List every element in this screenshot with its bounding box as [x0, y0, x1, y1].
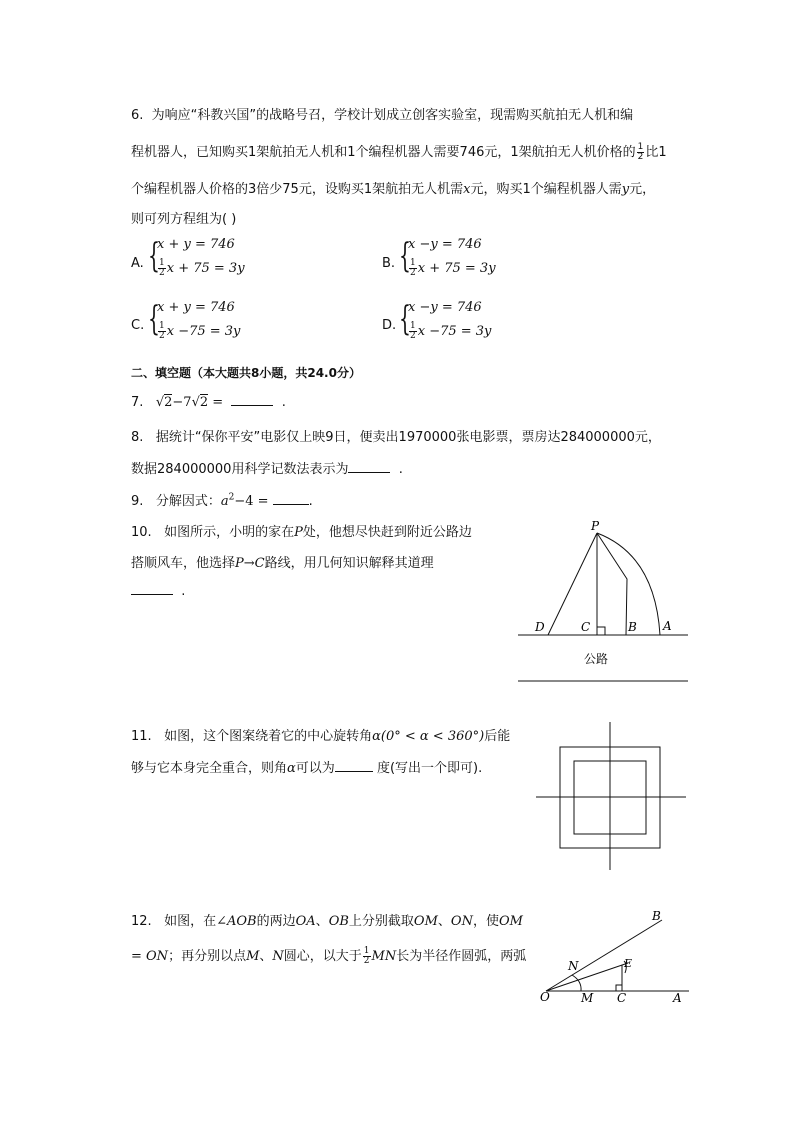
sqrt-icon: √: [191, 395, 200, 410]
label-c: C: [617, 991, 627, 1005]
ray-ob: [546, 920, 662, 991]
q6-text-line4: 则可列方程组为( ): [131, 212, 237, 227]
q12-fraction: [363, 947, 371, 966]
q7-end: .: [281, 395, 286, 410]
q12-angle-aob: ∠AOB: [216, 914, 257, 929]
q12-number: 12.: [131, 914, 152, 929]
q6-var-x: x: [463, 182, 471, 197]
q6-frac-num: 1: [637, 142, 644, 152]
q12-text-2b: 、: [259, 949, 273, 964]
path-pb: [597, 533, 627, 635]
q11-angle-range: α(0° < α < 360°): [372, 729, 485, 744]
q12-on: ON: [450, 914, 473, 929]
q6-line3: [131, 178, 655, 197]
q6-line4: [131, 208, 236, 227]
q6-text-line3b: 元，购买1个编程机器人需: [470, 182, 622, 197]
option-b-frac: [409, 259, 417, 278]
q12-point-m: M: [246, 949, 260, 964]
q7-minus: −7: [172, 395, 192, 410]
q8-text-line1: 据统计“保你平安”电影仅上映9日，便卖出1970000张电影票，票房达284000000元，: [155, 430, 661, 445]
q11-figure: [530, 718, 690, 874]
label-o: O: [540, 990, 550, 1004]
q7-number: 7.: [131, 395, 144, 410]
option-a-eq1: x + y = 746: [157, 237, 235, 252]
option-b-frac-den: 2: [410, 268, 416, 278]
q12-mn: MN: [371, 949, 397, 964]
q10-var-p: P: [294, 525, 303, 540]
q12-ob: OB: [328, 914, 349, 929]
q10-end: .: [181, 584, 186, 599]
q6-text-line1: 为响应“科教兴国”的战略号召，学校计划成立创客实验室，现需购买航拍无人机和编: [151, 108, 634, 123]
q12-text-1b: 的两边: [256, 914, 296, 929]
option-c-eq1: x + y = 746: [157, 300, 235, 315]
option-c-frac-den: 2: [159, 331, 165, 341]
q12-text-2c: 圆心，以大于: [283, 949, 362, 964]
q10-figure: [510, 515, 700, 690]
q8-text-line2: 数据284000000用科学记数法表示为: [131, 462, 349, 477]
q11-text-line2a: 够与它本身完全重合，则角: [131, 761, 288, 776]
q10-line2: [131, 552, 434, 571]
q11-number: 11.: [131, 729, 152, 744]
option-a-eq2-wrap: [157, 259, 245, 278]
arc-mn: [572, 975, 581, 991]
label-n: N: [568, 959, 579, 973]
q10-text-line2b: 路线，用几何知识解释其道理: [264, 556, 434, 571]
q6-line1: [131, 104, 633, 123]
sqrt-icon: √: [155, 395, 165, 410]
q7-equals: =: [208, 395, 228, 410]
q6-line2: [131, 141, 667, 162]
right-angle-mark: [597, 627, 605, 635]
q8-number: 8.: [131, 430, 144, 445]
q9-text: 分解因式：: [155, 494, 221, 509]
label-m: M: [581, 991, 594, 1005]
q11-text-line1b: 后能: [484, 729, 511, 744]
q6-text-line2b: 比1: [645, 145, 667, 160]
option-b-eq2: x + 75 = 3y: [417, 261, 496, 276]
q12-oa: OA: [295, 914, 316, 929]
road-label: 公路: [584, 652, 609, 666]
q10-var-pc: P→C: [235, 556, 265, 571]
option-d-label: D.: [382, 318, 397, 333]
q6-var-y: y: [621, 182, 630, 197]
option-a-label: A.: [131, 256, 144, 271]
q11-text-line1a: 如图，这个图案绕着它的中心旋转角: [164, 729, 373, 744]
option-a-eq2: x + 75 = 3y: [166, 261, 245, 276]
q10-text-line2a: 搭顺风车，他选择: [131, 556, 236, 571]
q12-point-n: N: [272, 949, 284, 964]
option-b-eq1: x −y = 746: [408, 237, 482, 252]
q6-text-line3a: 个编程机器人价格的3倍少75元，设购买1架航拍无人机需: [131, 182, 464, 197]
section-title: 二、填空题（本大题共8小题，共24.0分）: [131, 366, 361, 380]
q6-text-line2a: 程机器人，已知购买1架航拍无人机和1个编程机器人需要746元，1架航拍无人机价格的: [131, 145, 636, 160]
option-d-frac: [409, 322, 417, 341]
q12-text-1a: 如图，在: [164, 914, 217, 929]
label-p: P: [591, 519, 600, 533]
q8-line2: [131, 458, 403, 477]
q11-text-line2c: 度(写出一个即可).: [376, 761, 483, 776]
q12-eq-on: = ON: [131, 949, 169, 964]
q11-answer-blank[interactable]: [335, 770, 373, 772]
option-c-frac: [158, 322, 166, 341]
option-c-eq2: x −75 = 3y: [166, 324, 241, 339]
q6-text-line3c: 元，: [629, 182, 656, 197]
option-a-frac-den: 2: [159, 268, 165, 278]
option-d-frac-den: 2: [410, 331, 416, 341]
q11-line1: [131, 725, 510, 744]
q9-end: .: [308, 494, 313, 509]
label-a: A: [673, 991, 682, 1005]
q7-radicand-a: 2: [164, 395, 173, 410]
q9-expr-rest: −4 =: [234, 494, 273, 509]
q12-frac-den: 2: [363, 956, 370, 966]
label-c: C: [581, 620, 591, 634]
q6-frac-den: 2: [637, 152, 644, 162]
q9-number: 9.: [131, 494, 144, 509]
option-a-frac: [158, 259, 166, 278]
q12-om2: OM: [498, 914, 523, 929]
label-b: B: [652, 909, 661, 923]
q12-text-1e: 、: [437, 914, 451, 929]
option-b-frac-num: 1: [410, 258, 416, 268]
q11-text-line2b: 可以为: [295, 761, 335, 776]
q12-line1: [131, 910, 523, 929]
option-b-label: B.: [382, 256, 396, 271]
q12-text-1d: 上分别截取: [348, 914, 414, 929]
q7-radicand-b: 2: [199, 395, 209, 410]
option-a-frac-num: 1: [159, 258, 165, 268]
q8-answer-blank[interactable]: [348, 471, 390, 473]
q10-number: 10.: [131, 525, 152, 540]
q12-text-2d: 长为半径作圆弧，两弧: [396, 949, 527, 964]
q10-line3: [131, 584, 185, 599]
q12-text-2a: ；再分别以点: [168, 949, 247, 964]
option-d-frac-num: 1: [410, 321, 416, 331]
q12-om: OM: [413, 914, 438, 929]
option-c-frac-num: 1: [159, 321, 165, 331]
option-d-eq1: x −y = 746: [408, 300, 482, 315]
q10-line1: [131, 521, 472, 540]
q12-text-1c: 、: [315, 914, 329, 929]
q7-answer-blank[interactable]: [231, 404, 273, 406]
option-c-brace: {: [148, 299, 160, 339]
label-e: E: [624, 957, 633, 970]
option-d-eq2: x −75 = 3y: [417, 324, 492, 339]
option-b-eq2-wrap: [408, 259, 496, 278]
q12-figure: [532, 905, 694, 1007]
q9-exponent: 2: [228, 492, 235, 503]
q9-line: [131, 490, 313, 509]
option-c-label: C.: [131, 318, 145, 333]
q12-line2: [131, 945, 526, 966]
option-d-eq2-wrap: [408, 322, 491, 341]
q10-text-line1a: 如图所示，小明的家在: [164, 525, 295, 540]
option-a-brace: {: [148, 236, 160, 276]
q6-number: 6.: [131, 108, 144, 123]
option-c-eq2-wrap: [157, 322, 240, 341]
label-d: D: [535, 620, 545, 634]
q10-answer-blank[interactable]: [131, 593, 173, 595]
q7-line: [131, 395, 286, 410]
q11-var-alpha: α: [287, 761, 296, 776]
q8-line1: [131, 426, 661, 445]
option-d-brace: {: [399, 299, 411, 339]
label-a: A: [663, 619, 672, 633]
q9-var-a: a: [220, 494, 229, 509]
q6-fraction: [637, 143, 645, 162]
q10-text-line1b: 处，他想尽快赶到附近公路边: [302, 525, 472, 540]
q7-expression: [156, 394, 228, 410]
q12-frac-num: 1: [363, 946, 370, 956]
q8-end: .: [398, 462, 403, 477]
q12-text-1f: ，使: [472, 914, 499, 929]
label-b: B: [628, 620, 637, 634]
q11-line2: [131, 757, 482, 776]
q9-answer-blank[interactable]: [273, 503, 309, 505]
option-b-brace: {: [399, 236, 411, 276]
